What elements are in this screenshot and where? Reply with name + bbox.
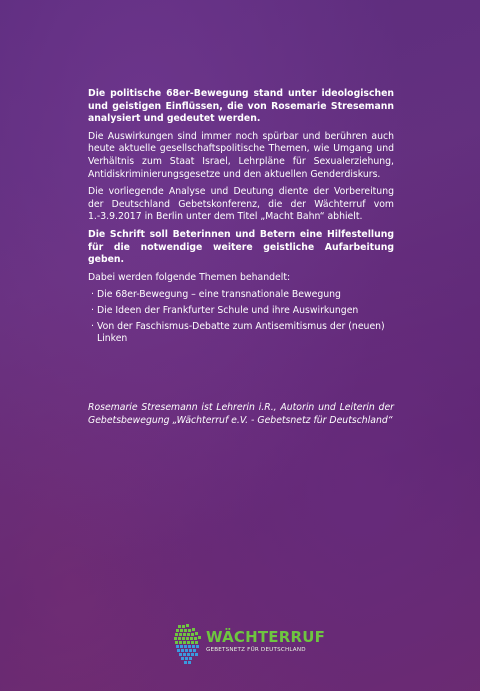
topics-heading: Dabei werden folgende Themen behandelt: [88,271,291,283]
topics-list [91,289,394,345]
back-cover-text [88,88,394,349]
intro-paragraph: Die politische 68er-Bewegung stand unter ideologischen und geistigen Einflüssen, die von Rosemarie Stresemann analysiert und gedeutet werden. [88,88,394,125]
list-item: · Von der Faschismus-Debatte zum Antisemitismus der (neuen) Linken [91,321,394,346]
germany-map-dots-icon [174,624,204,664]
context-paragraph: Die vorliegende Analyse und Deutung diente der Vorbereitung der Deutschland Gebetskonferenz, die der Wächterruf vom 1.-3.9.2017 in Berlin unter dem Titel „Macht Bahn“ abhielt. [88,186,394,223]
author-note: Rosemarie Stresemann ist Lehrerin i.R., Autorin und Leiterin der Gebetsbewegung „Wächterruf e.V. - Gebetsnetz für Deutschland“ [88,402,394,426]
waechterruf-logo [168,624,326,668]
logo-title: WÄCHTERRUF [206,628,326,646]
purpose-paragraph: Die Schrift soll Beterinnen und Betern eine Hilfestellung für die notwendige weitere geistliche Aufarbeitung geben. [88,228,394,266]
logo-subtitle: GEBETSNETZ FÜR DEUTSCHLAND [206,647,306,653]
list-item: · Die 68er-Bewegung – eine transnationale Bewegung [91,289,394,302]
effects-paragraph: Die Auswirkungen sind immer noch spürbar und berühren auch heute aktuelle gesellschaftspolitische Themen, wie Umgang und Verhältnis zum Staat Israel, Lehrpläne für Sexualerziehung, Antidiskriminierungsgesetze und den aktuellen Genderdiskurs. [88,130,394,180]
list-item: · Die Ideen der Frankfurter Schule und ihre Auswirkungen [91,305,394,318]
